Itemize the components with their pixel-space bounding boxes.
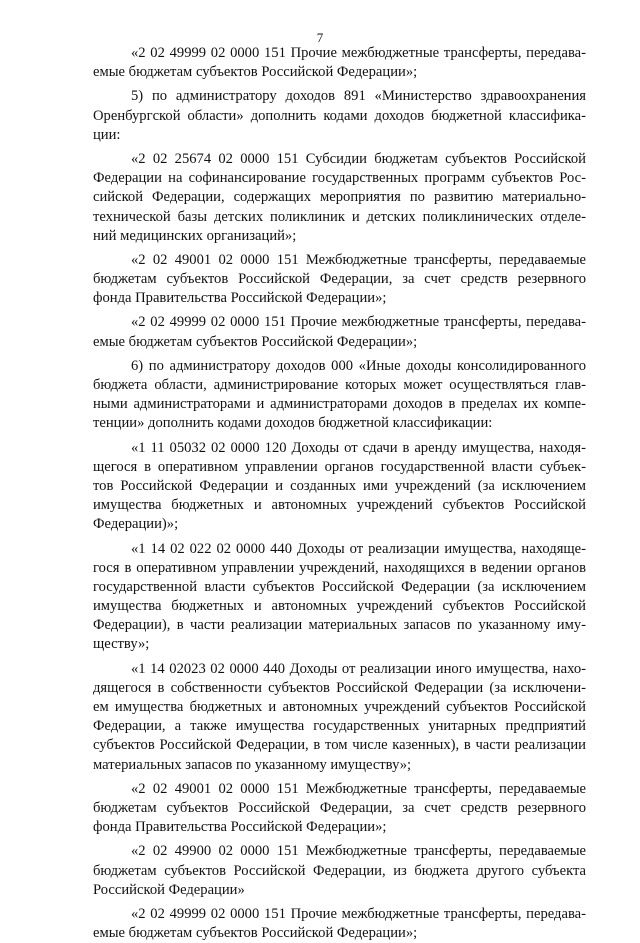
text-line: ции: (93, 126, 121, 143)
text-line: тенции» дополнить кодами доходов бюджетной классификации: (93, 415, 493, 432)
text-line: гося в оперативном управлении учреждений, находящихся в ведении органов (93, 559, 586, 576)
text-line: емые бюджетам субъектов Российской Федерации»; (93, 64, 418, 81)
text-line: «2 02 49999 02 0000 151 Прочие межбюджетные трансферты, передава- (131, 905, 586, 922)
text-line: «2 02 25674 02 0000 151 Субсидии бюджетам субъектов Российской (131, 150, 586, 167)
text-line: государственной власти субъектов Российской Федерации (за исключением (93, 578, 586, 595)
text-line: Федерации, а также имущества государственных унитарных предприятий (93, 718, 586, 735)
text-line: тов Российской Федерации и созданных ими учреждений (за исключением (93, 477, 586, 494)
text-line: «2 02 49999 02 0000 151 Прочие межбюджетные трансферты, передава- (131, 45, 586, 61)
text-line: «2 02 49900 02 0000 151 Межбюджетные трансферты, передаваемые (131, 843, 586, 860)
text-line: Федерации), в части реализации материальных запасов по указанному иму- (93, 617, 586, 634)
text-line: бюджетам субъектов Российской Федерации, за счет средств резервного (93, 271, 586, 288)
text-line: емые бюджетам субъектов Российской Федерации»; (93, 333, 418, 350)
paragraph (93, 660, 586, 775)
paragraph (93, 150, 586, 246)
document-body (93, 44, 586, 943)
text-line: ными администраторами и администраторами доходов в пределах их компе- (93, 396, 586, 413)
text-line: Оренбургской области» дополнить кодами доходов бюджетной классифика- (93, 107, 586, 124)
text-line: «2 02 49001 02 0000 151 Межбюджетные трансферты, передаваемые (131, 251, 586, 268)
text-line: фонда Правительства Российской Федерации»; (93, 290, 387, 307)
text-line: технической базы детских поликлиник и детских поликлинических отделе- (93, 208, 586, 225)
text-line: «1 11 05032 02 0000 120 Доходы от сдачи в аренду имущества, находя- (131, 439, 586, 456)
text-line: «1 14 02 022 02 0000 440 Доходы от реализации имущества, находяще- (131, 540, 586, 557)
paragraph (93, 357, 586, 434)
paragraph (93, 540, 586, 655)
paragraph (93, 313, 586, 351)
text-line: 6) по администратору доходов 000 «Иные доходы консолидированного (131, 357, 586, 374)
paragraph (93, 44, 586, 82)
text-line: «2 02 49999 02 0000 151 Прочие межбюджетные трансферты, передава- (131, 314, 586, 331)
text-line: фонда Правительства Российской Федерации»; (93, 819, 387, 836)
paragraph (93, 87, 586, 145)
text-line: субъектов Российской Федерации, в том числе казенных), в части реализации (93, 737, 586, 754)
text-line: дящегося в собственности субъектов Российской Федерации (за исключени- (93, 679, 586, 696)
text-line: сийской Федерации, содержащих мероприятия по развитию материально- (93, 189, 586, 206)
paragraph (93, 251, 586, 309)
text-line: Российской Федерации» (93, 881, 245, 898)
text-line: ществу»; (93, 636, 150, 653)
paragraph (93, 780, 586, 838)
text-line: бюджетам субъектов Российской Федерации, за счет средств резервного (93, 799, 586, 816)
paragraph (93, 439, 586, 535)
text-line: материальных запасов по указанному имуществу»; (93, 756, 412, 773)
page-number: 7 (316, 30, 324, 45)
text-line: «1 14 02023 02 0000 440 Доходы от реализации иного имущества, нахо- (131, 660, 586, 677)
text-line: имущества бюджетных и автономных учреждений субъектов Российской (93, 497, 586, 514)
text-line: щегося в оперативном управлении органов государственной власти субъек- (93, 458, 586, 475)
paragraph (93, 842, 586, 900)
text-line: бюджетам субъектов Российской Федерации, из бюджета другого субъекта (93, 862, 586, 879)
text-line: ем имущества бюджетных и автономных учреждений субъектов Российской (93, 699, 586, 715)
paragraph (93, 905, 586, 943)
text-line: Федерации)»; (93, 516, 179, 533)
text-line: «2 02 49001 02 0000 151 Межбюджетные трансферты, передаваемые (131, 780, 586, 797)
text-line: бюджета области, администрирование которых может осуществляться глав- (93, 377, 586, 393)
text-line: емые бюджетам субъектов Российской Федерации»; (93, 925, 418, 942)
text-line: Федерации на софинансирование государственных программ субъектов Рос- (93, 170, 586, 187)
text-line: имущества бюджетных и автономных учреждений субъектов Российской (93, 598, 586, 615)
text-line: ний медицинских организаций»; (93, 227, 297, 244)
text-line: 5) по администратору доходов 891 «Министерство здравоохранения (131, 88, 586, 105)
